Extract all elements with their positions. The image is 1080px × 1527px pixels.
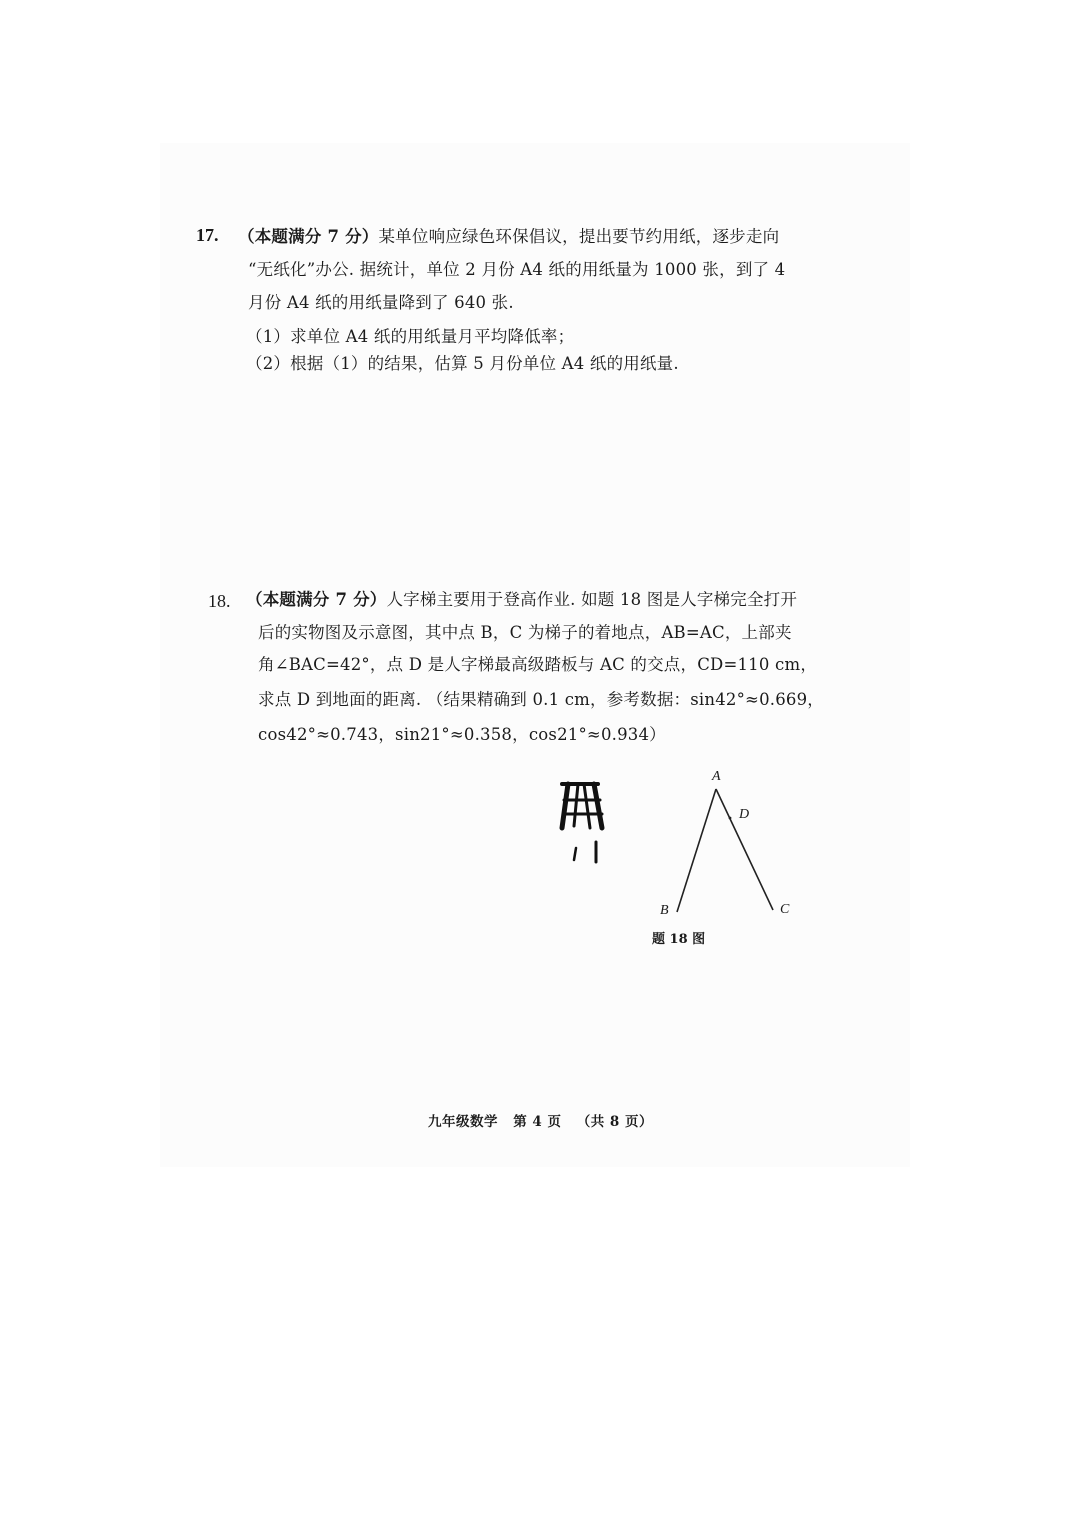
question-18-line-3: 角∠BAC=42°，点 D 是人字梯最高级踏板与 AC 的交点，CD=110 cm， bbox=[258, 655, 818, 674]
label-C: C bbox=[780, 902, 790, 917]
sub-question-2: （2）根据（1）的结果，估算 5 月份单位 A4 纸的用纸量. bbox=[246, 354, 679, 373]
label-D: D bbox=[739, 807, 750, 822]
ladder-diagram bbox=[650, 770, 800, 950]
ladder-photo bbox=[556, 776, 612, 866]
sub-question-1: （1）求单位 A4 纸的用纸量月平均降低率； bbox=[246, 327, 575, 346]
score-note: （本题满分 7 分） bbox=[246, 590, 387, 609]
question-18-line-2: 后的实物图及示意图，其中点 B，C 为梯子的着地点，AB=AC，上部夹 bbox=[258, 623, 792, 642]
question-18-line-1 bbox=[246, 590, 797, 610]
figure-caption: 题 18 图 bbox=[652, 932, 706, 947]
page-footer bbox=[428, 1110, 663, 1130]
label-B: B bbox=[660, 903, 669, 918]
question-text: 某单位响应绿色环保倡议，提出要节约用纸，逐步走向 bbox=[378, 227, 780, 246]
footer-page: 第 4 页 bbox=[513, 1114, 562, 1130]
question-number: 17. bbox=[196, 225, 219, 245]
label-A: A bbox=[712, 769, 721, 784]
question-17-line-3: 月份 A4 纸的用纸量降到了 640 张. bbox=[248, 293, 514, 312]
footer-subject: 九年级数学 bbox=[428, 1114, 498, 1130]
question-18-line-5: cos42°≈0.743，sin21°≈0.358，cos21°≈0.934） bbox=[258, 725, 666, 744]
point-D bbox=[729, 817, 732, 820]
triangle-diagram-icon bbox=[650, 770, 800, 920]
question-number: 18. bbox=[208, 591, 231, 611]
ladder-photo-icon bbox=[556, 776, 612, 866]
question-18-line-4: 求点 D 到地面的距离. （结果精确到 0.1 cm，参考数据：sin42°≈0.669， bbox=[258, 690, 825, 709]
question-text: 人字梯主要用于登高作业. 如题 18 图是人字梯完全打开 bbox=[386, 590, 798, 609]
question-17-line-2: “无纸化”办公. 据统计，单位 2 月份 A4 纸的用纸量为 1000 张，到了 4 bbox=[248, 260, 786, 279]
question-17-line-1 bbox=[238, 227, 779, 247]
score-note: （本题满分 7 分） bbox=[238, 227, 379, 246]
footer-total: （共 8 页） bbox=[576, 1114, 653, 1130]
segment-AB bbox=[677, 789, 716, 912]
